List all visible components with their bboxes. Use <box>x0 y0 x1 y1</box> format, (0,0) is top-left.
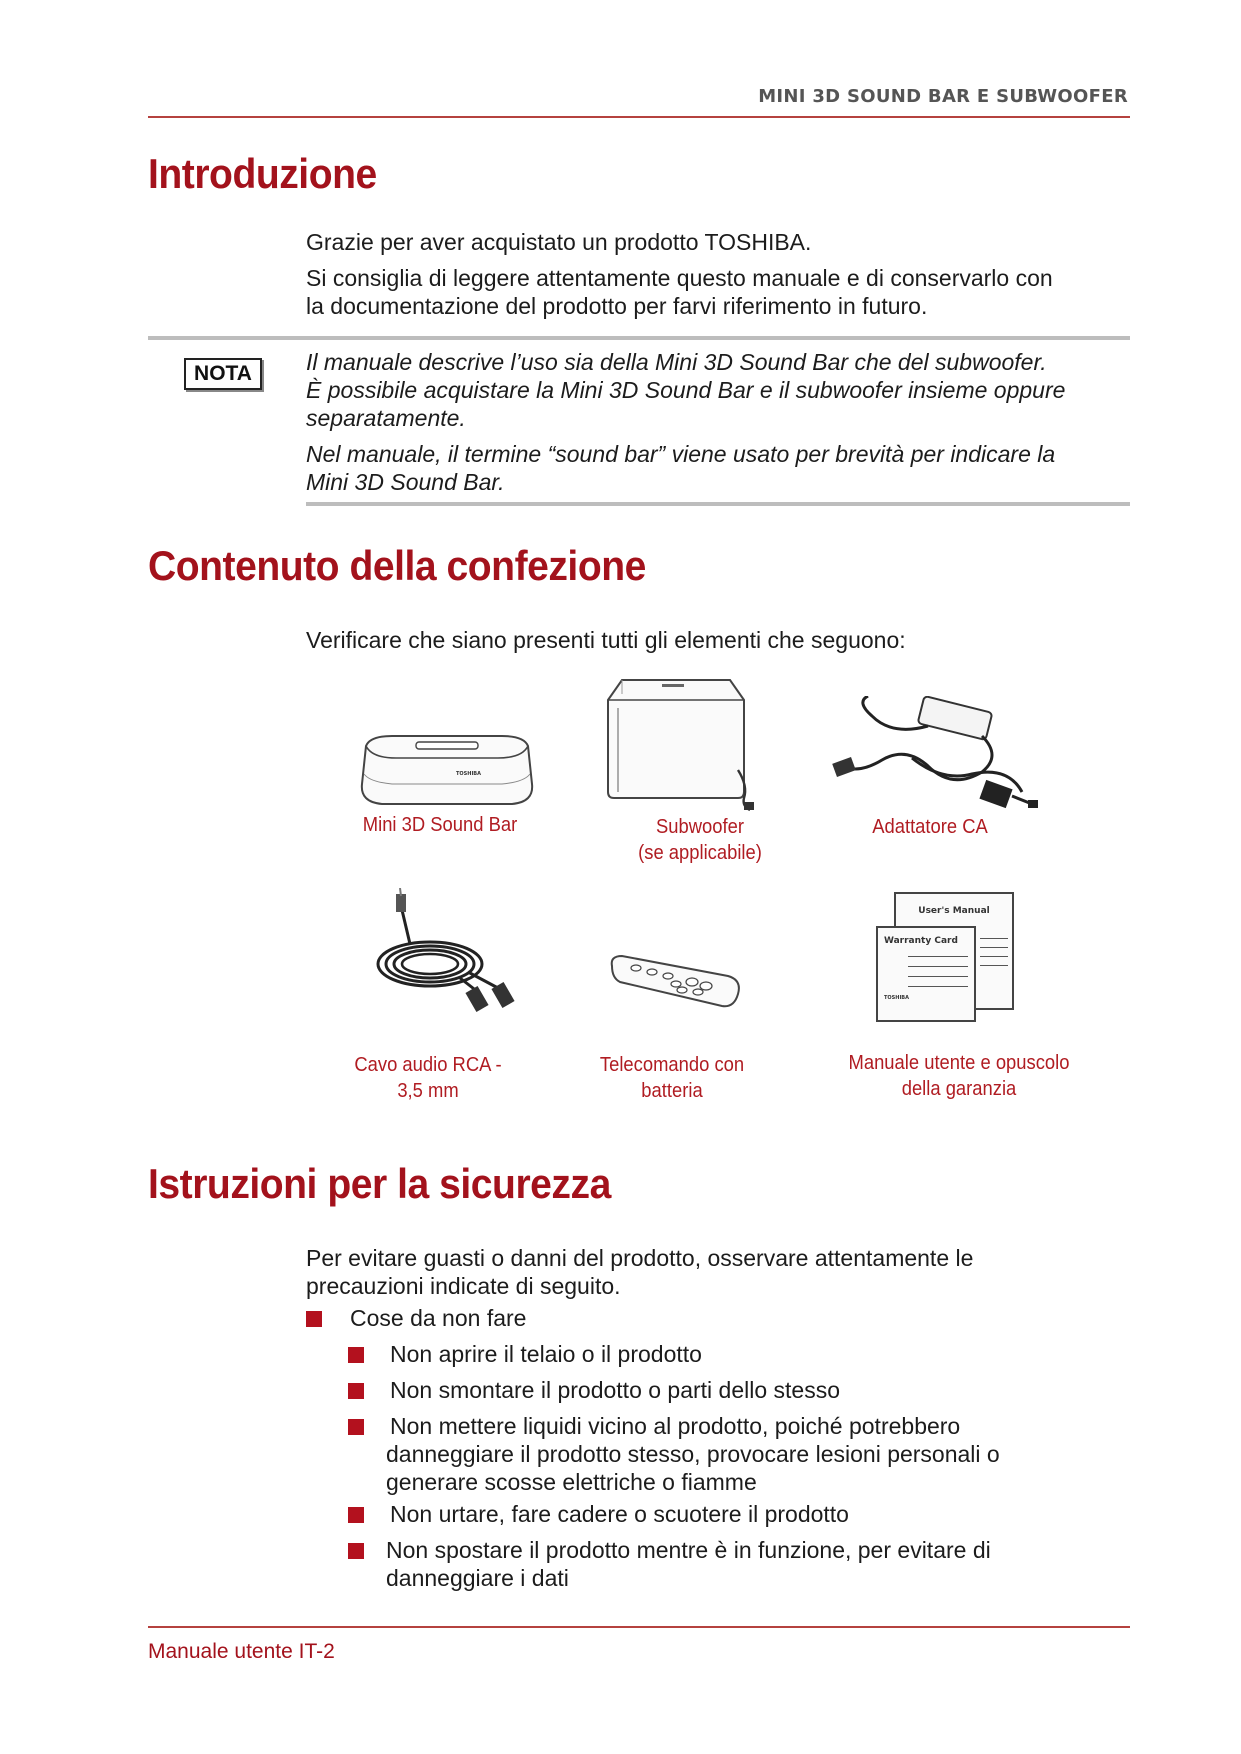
item-caption-rca-cable <box>318 1052 539 1104</box>
warranty-card-title: Warranty Card <box>884 936 958 946</box>
list-item-level1: Cose da non fare <box>350 1305 527 1331</box>
caption-line-2: (se applicabile) <box>638 842 762 864</box>
caption-line-1: Mini 3D Sound Bar <box>362 814 518 836</box>
manuals-image <box>870 892 1020 1022</box>
item-caption-remote <box>562 1052 783 1104</box>
list-item: Non smontare il prodotto o parti dello stesso <box>390 1377 841 1403</box>
users-manual-title: User's Manual <box>918 906 990 916</box>
bullet-icon <box>348 1419 364 1435</box>
caption-line-2: 3,5 mm <box>397 1080 459 1102</box>
subwoofer-image <box>598 674 758 814</box>
caption-line-2: batteria <box>641 1080 703 1102</box>
safety-intro <box>306 1244 1136 1300</box>
caption-line-2: della garanzia <box>901 1078 1017 1100</box>
bullet-icon <box>348 1543 364 1559</box>
list-item: Non urtare, fare cadere o scuotere il prodotto <box>390 1501 849 1527</box>
remote-control-image <box>606 948 746 1018</box>
note-line-1: Il manuale descrive l’uso sia della Mini 3D Sound Bar che del subwoofer. <box>306 349 1047 375</box>
note-top-rule <box>148 336 1130 340</box>
bullet-icon <box>348 1507 364 1523</box>
section-title-contenuto: Contenuto della confezione <box>148 542 646 589</box>
caption-line-1: Subwoofer <box>656 816 744 838</box>
bullet-icon <box>306 1311 322 1327</box>
note-bottom-rule <box>306 502 1130 506</box>
sound-bar-brand: TOSHIBA <box>456 771 481 777</box>
list-item: Non mettere liquidi vicino al prodotto, poiché potrebbero <box>390 1413 961 1439</box>
note-line-5: Mini 3D Sound Bar. <box>306 469 505 495</box>
list-item-continuation: generare scosse elettriche o fiamme <box>386 1469 757 1495</box>
ac-adapter-image <box>832 696 1042 816</box>
bullet-icon <box>348 1383 364 1399</box>
safety-intro-line-2: precauzioni indicate di seguito. <box>306 1273 621 1299</box>
bullet-icon <box>348 1347 364 1363</box>
list-item-continuation: danneggiare il prodotto stesso, provocare lesioni personali o <box>386 1441 1000 1467</box>
contents-intro: Verificare che siano presenti tutti gli elementi che seguono: <box>306 627 906 653</box>
intro-paragraph-2-line-1: Si consiglia di leggere attentamente questo manuale e di conservarlo con <box>306 265 1053 291</box>
note-line-3: separatamente. <box>306 405 466 431</box>
section-title-introduzione: Introduzione <box>148 150 377 197</box>
item-caption-manuals <box>826 1050 1093 1102</box>
caption-line-1: Manuale utente e opuscolo <box>848 1052 1070 1074</box>
item-caption-subwoofer <box>590 814 811 866</box>
caption-line-1: Telecomando con <box>599 1054 745 1076</box>
intro-paragraph-2-line-2: la documentazione del prodotto per farvi riferimento in futuro. <box>306 293 928 319</box>
note-label: NOTA <box>184 358 262 390</box>
item-caption-ac-adapter <box>820 814 1041 840</box>
item-caption-sound-bar <box>330 812 551 838</box>
warranty-card <box>876 926 976 1022</box>
intro-paragraph-1: Grazie per aver acquistato un prodotto TOSHIBA. <box>306 229 812 255</box>
header-rule <box>148 116 1130 118</box>
sound-bar-image <box>352 722 542 812</box>
warranty-card-brand: TOSHIBA <box>884 995 909 1001</box>
safety-intro-line-1: Per evitare guasti o danni del prodotto, osservare attentamente le <box>306 1245 974 1271</box>
footer-rule <box>148 1626 1130 1628</box>
running-header: MINI 3D SOUND BAR E SUBWOOFER <box>758 86 1128 107</box>
note-text <box>306 348 1136 496</box>
list-item: Non aprire il telaio o il prodotto <box>390 1341 702 1367</box>
rca-cable-image <box>360 888 530 1018</box>
caption-line-1: Adattatore CA <box>872 816 988 838</box>
footer-page-label: Manuale utente IT-2 <box>148 1640 335 1663</box>
intro-body <box>306 228 1136 320</box>
note-line-2: È possibile acquistare la Mini 3D Sound Bar e il subwoofer insieme oppure <box>306 377 1066 403</box>
note-line-4: Nel manuale, il termine “sound bar” viene usato per brevità per indicare la <box>306 441 1056 467</box>
list-item: Non spostare il prodotto mentre è in funzione, per evitare di <box>386 1537 991 1563</box>
section-title-sicurezza: Istruzioni per la sicurezza <box>148 1160 611 1207</box>
list-item-continuation: danneggiare i dati <box>386 1565 569 1591</box>
caption-line-1: Cavo audio RCA - <box>354 1054 502 1076</box>
